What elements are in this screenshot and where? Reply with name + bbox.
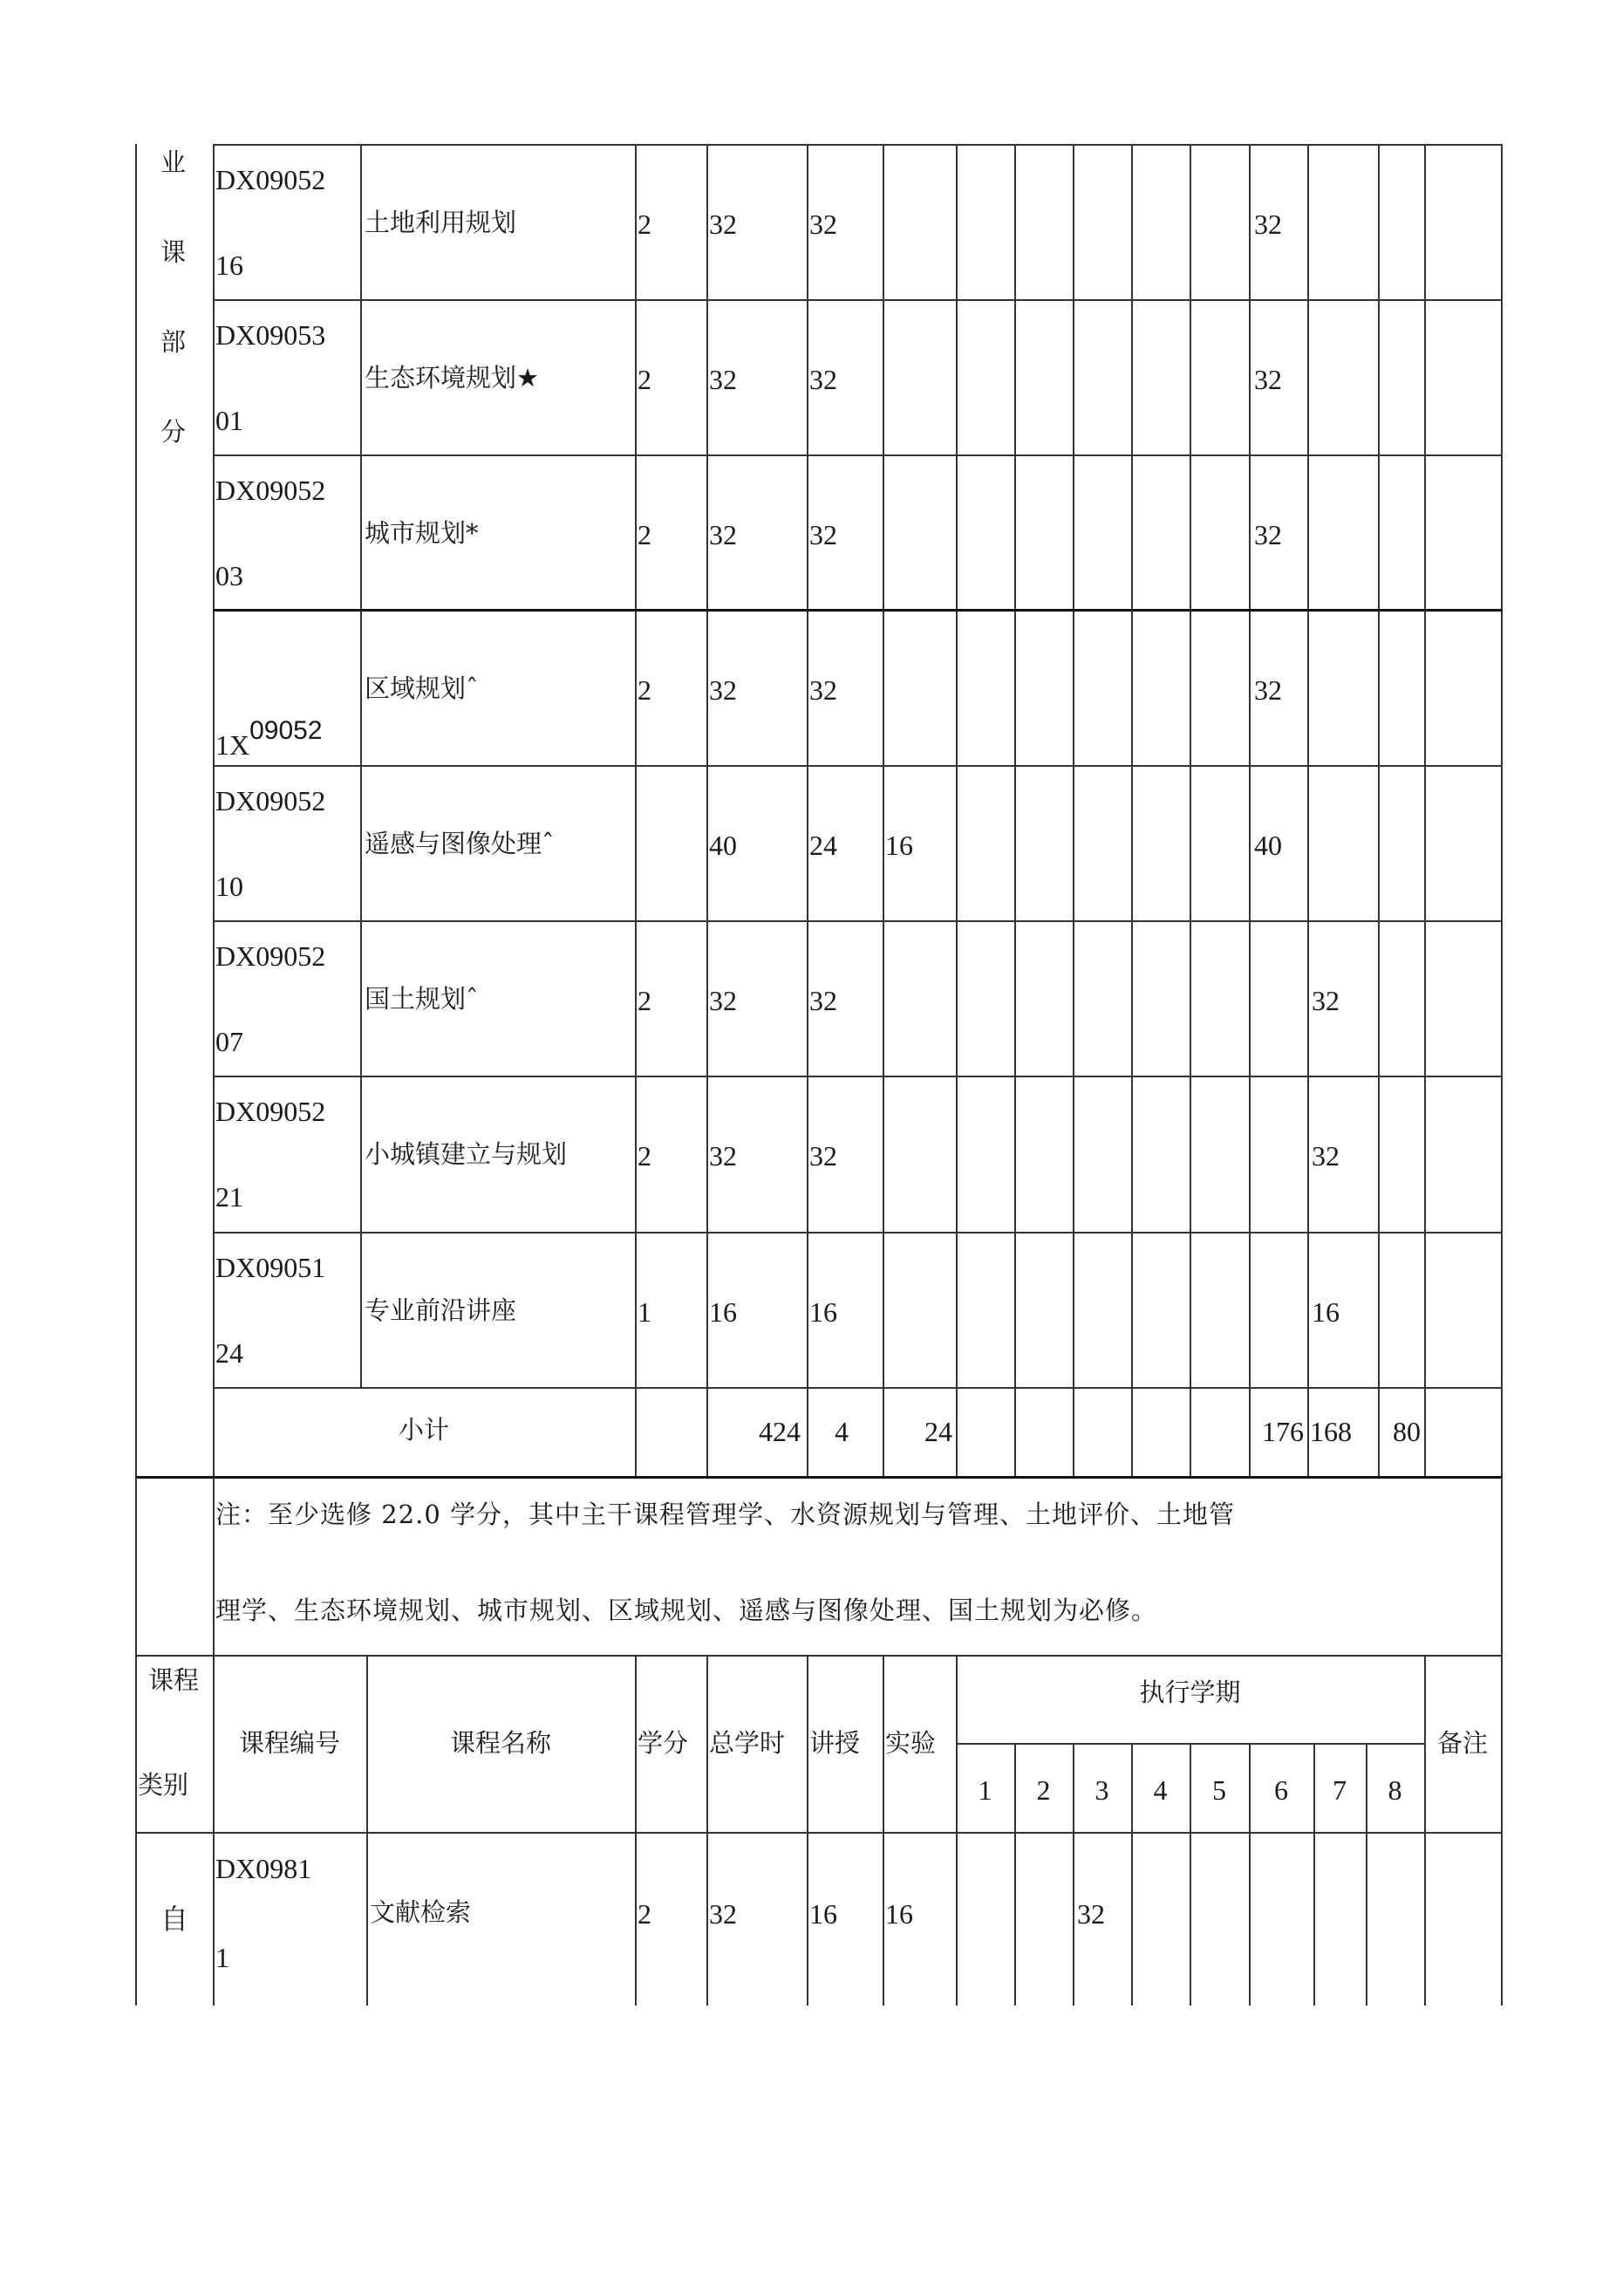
col-divider-category bbox=[213, 144, 215, 1479]
semester-3-hours: 32 bbox=[1077, 1898, 1105, 1930]
header-semester-6: 6 bbox=[1274, 1774, 1288, 1806]
col-divider-sem3 bbox=[1131, 144, 1133, 1476]
col-divider-sem8 bbox=[1424, 144, 1426, 1476]
row-line bbox=[213, 920, 1503, 922]
header-course-name: 课程名称 bbox=[449, 1728, 551, 1758]
credit: 2 bbox=[638, 985, 651, 1016]
col-divider-total bbox=[807, 1657, 808, 2006]
course-code-line2: 24 bbox=[215, 1337, 243, 1369]
total-hours: 16 bbox=[709, 1296, 737, 1328]
header-remarks: 备注 bbox=[1436, 1728, 1488, 1758]
course-code-superscript: 09052 bbox=[249, 716, 323, 745]
course-name: 小城镇建立与规划 bbox=[365, 1139, 568, 1169]
row-line bbox=[213, 1076, 1503, 1077]
section-divider bbox=[135, 1655, 1503, 1657]
total-hours: 32 bbox=[709, 208, 737, 240]
semester-6-hours: 32 bbox=[1254, 519, 1282, 550]
total-hours: 40 bbox=[709, 830, 737, 861]
lecture-hours: 32 bbox=[809, 1140, 837, 1172]
course-code-line1: DX0981 bbox=[215, 1853, 312, 1884]
subtotal-sem6: 168 bbox=[1310, 1416, 1352, 1447]
col-divider-sem4 bbox=[1190, 144, 1191, 1476]
semester-6-hours: 40 bbox=[1254, 830, 1282, 861]
lecture-hours: 32 bbox=[809, 674, 837, 706]
subtotal-sem7: 80 bbox=[1393, 1416, 1421, 1447]
lab-hours: 16 bbox=[885, 830, 913, 861]
header-credit: 学分 bbox=[638, 1728, 689, 1758]
credit: 2 bbox=[638, 674, 651, 706]
lecture-hours: 16 bbox=[809, 1296, 837, 1328]
col-divider-credit bbox=[706, 144, 708, 1476]
header-bottom-line bbox=[135, 1832, 1503, 1834]
header-lecture: 讲授 bbox=[809, 1728, 861, 1758]
lecture-hours: 16 bbox=[809, 1898, 837, 1930]
lecture-hours: 32 bbox=[809, 519, 837, 550]
row-line bbox=[213, 454, 1503, 456]
col-divider-sem1 bbox=[1014, 144, 1016, 1476]
col-divider-lecture bbox=[883, 144, 884, 1476]
course-code-line1: DX09053 bbox=[215, 319, 326, 351]
table-border-left bbox=[135, 144, 137, 1479]
row-line bbox=[213, 144, 1503, 146]
col-divider-lab bbox=[956, 144, 958, 1476]
table-border-right bbox=[1501, 1657, 1503, 2006]
course-name: 遥感与图像处理ˆ bbox=[365, 829, 555, 858]
semester-7-hours: 32 bbox=[1312, 985, 1340, 1016]
course-code-line1: DX09052 bbox=[215, 164, 326, 195]
col-divider-sem2 bbox=[1073, 144, 1074, 1476]
note-border-left bbox=[135, 1478, 137, 1657]
section-divider bbox=[135, 1476, 1503, 1479]
lecture-hours: 24 bbox=[809, 830, 837, 861]
star-icon: ★ bbox=[516, 363, 540, 393]
total-hours: 32 bbox=[709, 519, 737, 550]
category-char: 业 bbox=[160, 147, 187, 177]
credit: 2 bbox=[638, 1898, 651, 1930]
course-code-line2: 21 bbox=[215, 1181, 243, 1213]
course-code-line1: DX09052 bbox=[215, 475, 326, 506]
course-name: 区域规划ˆ bbox=[365, 673, 479, 703]
lecture-hours: 32 bbox=[809, 364, 837, 395]
header-semester-1: 1 bbox=[978, 1774, 992, 1806]
header-total-hours: 总学时 bbox=[709, 1728, 786, 1758]
header-semester-7: 7 bbox=[1333, 1774, 1347, 1806]
credit: 2 bbox=[638, 1140, 651, 1172]
col-divider-sem7 bbox=[1378, 144, 1380, 1476]
credit: 2 bbox=[638, 519, 651, 550]
total-hours: 32 bbox=[709, 1140, 737, 1172]
col-divider-lecture bbox=[883, 1657, 884, 2006]
semester-header-line bbox=[956, 1743, 1424, 1745]
course-code-line2: 1 bbox=[215, 1942, 229, 1973]
lecture-hours: 32 bbox=[809, 985, 837, 1016]
header-semesters: 执行学期 bbox=[1139, 1678, 1241, 1707]
total-hours: 32 bbox=[709, 985, 737, 1016]
subtotal-label: 小计 bbox=[398, 1415, 449, 1445]
category-char: 分 bbox=[160, 417, 187, 447]
course-code-line1: DX09052 bbox=[215, 785, 326, 817]
course-code-line2: 01 bbox=[215, 405, 243, 436]
lab-hours: 16 bbox=[885, 1898, 913, 1930]
table-border-right bbox=[1501, 144, 1503, 1479]
subtotal-sem5: 176 bbox=[1262, 1416, 1304, 1447]
col-divider-category bbox=[213, 1657, 215, 2006]
credit: 1 bbox=[638, 1296, 651, 1328]
course-name: 专业前沿讲座 bbox=[365, 1295, 517, 1325]
col-divider-name bbox=[635, 144, 637, 1476]
header-category-line2: 类别 bbox=[138, 1770, 189, 1800]
col-divider-sem6 bbox=[1307, 144, 1309, 1476]
header-semester-8: 8 bbox=[1388, 1774, 1402, 1806]
course-code-line2: 16 bbox=[215, 249, 243, 281]
course-name: 土地利用规划 bbox=[365, 208, 517, 237]
note-line-1: 注：至少选修 22.0 学分，其中主干课程管理学、水资源规划与管理、土地评价、土地管 bbox=[215, 1500, 1236, 1529]
course-code-line2: 07 bbox=[215, 1026, 243, 1057]
row-line bbox=[213, 765, 1503, 767]
semester-7-hours: 32 bbox=[1312, 1140, 1340, 1172]
course-code-line1: DX09051 bbox=[215, 1252, 326, 1283]
total-hours: 32 bbox=[709, 674, 737, 706]
col-divider-code bbox=[366, 1657, 368, 2006]
total-hours: 32 bbox=[709, 364, 737, 395]
category-char: 部 bbox=[160, 327, 187, 357]
header-category-line1: 课程 bbox=[148, 1665, 200, 1695]
course-name: 城市规划* bbox=[365, 518, 479, 548]
semester-7-hours: 16 bbox=[1312, 1296, 1340, 1328]
row-line bbox=[213, 609, 1503, 612]
course-code-line1: 1X09052 bbox=[215, 716, 323, 761]
semester-6-hours: 32 bbox=[1254, 208, 1282, 240]
row-line bbox=[213, 299, 1503, 301]
subtotal-total-hours: 424 bbox=[759, 1416, 801, 1447]
header-semester-2: 2 bbox=[1036, 1774, 1051, 1806]
col-divider-total bbox=[807, 144, 808, 1476]
credit: 2 bbox=[638, 364, 651, 395]
header-course-code: 课程编号 bbox=[238, 1728, 340, 1758]
course-code-line2: 10 bbox=[215, 871, 243, 902]
subtotal-lecture: 4 bbox=[835, 1416, 849, 1447]
table-border-left bbox=[135, 1657, 137, 2006]
course-name: 国土规划ˆ bbox=[365, 984, 479, 1014]
col-divider-name bbox=[635, 1657, 637, 2006]
row-line bbox=[213, 1387, 1503, 1389]
course-code-line2: 03 bbox=[215, 560, 243, 591]
course-code-line1: DX09052 bbox=[215, 1096, 326, 1127]
semester-6-hours: 32 bbox=[1254, 674, 1282, 706]
header-semester-4: 4 bbox=[1153, 1774, 1168, 1806]
lecture-hours: 32 bbox=[809, 208, 837, 240]
header-semester-3: 3 bbox=[1095, 1774, 1109, 1806]
total-hours: 32 bbox=[709, 1898, 737, 1930]
semester-6-hours: 32 bbox=[1254, 364, 1282, 395]
subtotal-lab: 24 bbox=[924, 1416, 952, 1447]
course-name: 生态环境规划★ bbox=[365, 363, 540, 393]
col-divider-lab bbox=[956, 1657, 958, 2006]
header-lab: 实验 bbox=[885, 1728, 937, 1758]
course-name: 文献检索 bbox=[370, 1897, 472, 1927]
note-divider bbox=[213, 1478, 215, 1657]
header-semester-5: 5 bbox=[1212, 1774, 1226, 1806]
col-divider-credit bbox=[706, 1657, 708, 2006]
course-code-line1: DX09052 bbox=[215, 940, 326, 972]
col-divider-sem8 bbox=[1424, 1657, 1426, 2006]
category-char: 自 bbox=[160, 1903, 189, 1936]
row-line bbox=[213, 1232, 1503, 1233]
note-line-2: 理学、生态环境规划、城市规划、区域规划、遥感与图像处理、国土规划为必修。 bbox=[215, 1596, 1158, 1625]
col-divider-sem5 bbox=[1249, 144, 1251, 1476]
note-border-right bbox=[1501, 1478, 1503, 1657]
credit: 2 bbox=[638, 208, 651, 240]
category-char: 课 bbox=[160, 237, 187, 267]
